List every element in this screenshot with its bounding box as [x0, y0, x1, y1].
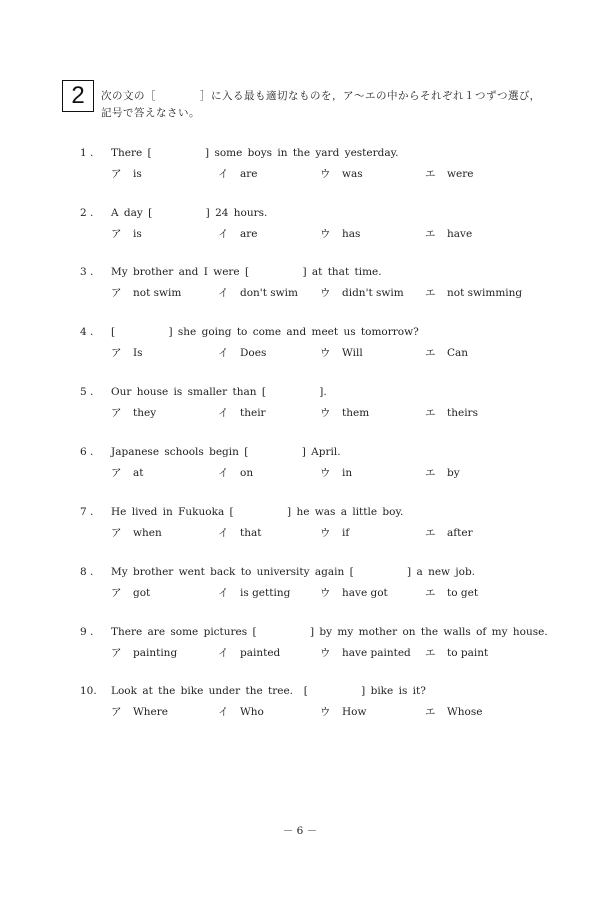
question-number: 10.	[80, 685, 97, 697]
choice-option[interactable]	[111, 465, 143, 480]
choice-key: イ	[218, 587, 229, 599]
choice-text: don't swim	[240, 287, 298, 299]
choice-key: イ	[218, 407, 229, 419]
choice-text: Will	[342, 347, 363, 359]
choice-key: ア	[111, 287, 122, 299]
choice-option[interactable]	[218, 585, 290, 600]
choice-text: to get	[447, 587, 479, 599]
choice-key: ア	[111, 587, 122, 599]
question-item	[0, 446, 600, 486]
choice-key: イ	[218, 228, 229, 240]
choice-key: ア	[111, 407, 122, 419]
page-number: － 6 －	[282, 825, 318, 837]
question-text: [ ] she going to come and meet us tomorrow?	[111, 326, 419, 338]
choice-text: that	[240, 527, 262, 539]
choice-key: ウ	[320, 407, 331, 419]
choice-option[interactable]	[111, 645, 177, 660]
question-number: 8 .	[80, 566, 94, 578]
choice-key: ウ	[320, 347, 331, 359]
choice-key: エ	[425, 467, 436, 479]
choice-text: in	[342, 467, 353, 479]
question-text: My brother went back to university again [ ] a new job.	[111, 566, 476, 578]
choice-text: have painted	[342, 647, 411, 659]
question-item	[0, 506, 600, 546]
choice-option[interactable]	[111, 166, 142, 181]
choice-text: were	[447, 168, 474, 180]
choice-text: painting	[133, 647, 178, 659]
choice-text: Where	[133, 706, 169, 718]
choice-key: ア	[111, 527, 122, 539]
choice-text: after	[447, 527, 473, 539]
choice-text: they	[133, 407, 157, 419]
instruction-line-1: 次の文の［ ］に入る最も適切なものを，ア～エの中からそれぞれ１つずつ選び，	[101, 90, 541, 102]
choice-text: have	[447, 228, 473, 240]
choice-text: if	[342, 527, 350, 539]
question-text: Japanese schools begin [ ] April.	[111, 446, 341, 458]
choice-option[interactable]	[320, 226, 360, 241]
choice-key: ウ	[320, 647, 331, 659]
choice-key: エ	[425, 347, 436, 359]
choice-option[interactable]	[218, 645, 280, 660]
choice-key: ア	[111, 647, 122, 659]
choice-option[interactable]	[320, 645, 411, 660]
choice-text: got	[133, 587, 151, 599]
choice-key: ア	[111, 347, 122, 359]
choice-key: ウ	[320, 706, 331, 718]
choice-text: didn't swim	[342, 287, 404, 299]
choice-key: エ	[425, 587, 436, 599]
choice-key: エ	[425, 407, 436, 419]
choice-option[interactable]	[218, 405, 266, 420]
choice-text: them	[342, 407, 370, 419]
choice-option[interactable]	[218, 285, 298, 300]
choice-option[interactable]	[218, 525, 261, 540]
choice-option[interactable]	[320, 585, 388, 600]
choice-option[interactable]	[425, 645, 488, 660]
choice-text: Who	[240, 706, 264, 718]
choice-text: Can	[447, 347, 469, 359]
question-item	[0, 266, 600, 306]
choice-text: on	[240, 467, 254, 479]
choice-text: is	[133, 228, 142, 240]
choice-option[interactable]	[111, 226, 142, 241]
choice-key: ウ	[320, 228, 331, 240]
choice-option[interactable]	[320, 704, 366, 719]
question-item	[0, 566, 600, 606]
choice-key: イ	[218, 287, 229, 299]
choice-text: has	[342, 228, 361, 240]
question-item	[0, 207, 600, 247]
question-text: Look at the bike under the tree. [ ] bike is it?	[111, 685, 426, 697]
choice-text: painted	[240, 647, 281, 659]
choice-text: Does	[240, 347, 267, 359]
choice-text: have got	[342, 587, 388, 599]
choice-text: theirs	[447, 407, 478, 419]
choice-text: at	[133, 467, 144, 479]
question-number: 9 .	[80, 626, 94, 638]
choice-option[interactable]	[320, 285, 404, 300]
choice-option[interactable]	[425, 405, 478, 420]
choice-option[interactable]	[320, 465, 352, 480]
question-number: 4 .	[80, 326, 94, 338]
choice-option[interactable]	[425, 465, 460, 480]
choice-option[interactable]	[425, 226, 472, 241]
choice-key: ア	[111, 706, 122, 718]
choice-option[interactable]	[320, 166, 363, 181]
choice-text: their	[240, 407, 266, 419]
choice-text: is	[133, 168, 142, 180]
choice-option[interactable]	[218, 226, 258, 241]
question-number: 3 .	[80, 266, 94, 278]
choice-key: イ	[218, 347, 229, 359]
choice-key: イ	[218, 527, 229, 539]
choice-key: エ	[425, 706, 436, 718]
choice-option[interactable]	[218, 704, 264, 719]
choice-key: イ	[218, 467, 229, 479]
question-number: 7 .	[80, 506, 94, 518]
choice-text: Whose	[447, 706, 483, 718]
choice-option[interactable]	[425, 285, 522, 300]
choice-text: How	[342, 706, 367, 718]
question-text: There are some pictures [ ] by my mother on the walls of my house.	[111, 626, 548, 638]
choice-text: not swim	[133, 287, 182, 299]
choice-option[interactable]	[111, 704, 168, 719]
question-text: Our house is smaller than [ ].	[111, 386, 327, 398]
choice-key: ア	[111, 168, 122, 180]
question-item	[0, 626, 600, 666]
choice-key: ウ	[320, 168, 331, 180]
choice-option[interactable]	[218, 345, 266, 360]
choice-option[interactable]	[111, 345, 143, 360]
choice-option[interactable]	[218, 166, 258, 181]
question-text: There [ ] some boys in the yard yesterday.	[111, 147, 399, 159]
choice-text: to paint	[447, 647, 489, 659]
choice-option[interactable]	[425, 166, 473, 181]
choice-key: イ	[218, 647, 229, 659]
instruction-line-2: 記号で答えなさい。	[101, 107, 200, 119]
question-item	[0, 386, 600, 426]
question-item	[0, 147, 600, 187]
choice-option[interactable]	[111, 585, 150, 600]
section-number-box: 2	[62, 80, 94, 112]
question-text: He lived in Fukuoka [ ] he was a little boy.	[111, 506, 404, 518]
choice-key: イ	[218, 168, 229, 180]
choice-option[interactable]	[320, 525, 349, 540]
choice-option[interactable]	[218, 465, 253, 480]
choice-key: ア	[111, 228, 122, 240]
choice-key: エ	[425, 168, 436, 180]
choice-option[interactable]	[425, 585, 478, 600]
choice-text: not swimming	[447, 287, 523, 299]
question-number: 2 .	[80, 207, 94, 219]
choice-option[interactable]	[111, 285, 181, 300]
question-number: 1 .	[80, 147, 94, 159]
choice-option[interactable]	[320, 345, 363, 360]
question-item	[0, 685, 600, 725]
choice-text: was	[342, 168, 363, 180]
choice-key: ア	[111, 467, 122, 479]
choice-text: are	[240, 228, 258, 240]
choice-key: エ	[425, 527, 436, 539]
choice-text: Is	[133, 347, 143, 359]
choice-option[interactable]	[320, 405, 369, 420]
question-number: 5 .	[80, 386, 94, 398]
choice-key: エ	[425, 647, 436, 659]
choice-option[interactable]	[425, 345, 468, 360]
choice-key: ウ	[320, 527, 331, 539]
choice-text: by	[447, 467, 460, 479]
choice-option[interactable]	[111, 405, 156, 420]
choice-key: ウ	[320, 287, 331, 299]
choice-key: ウ	[320, 587, 331, 599]
choice-text: are	[240, 168, 258, 180]
question-number: 6 .	[80, 446, 94, 458]
choice-text: is getting	[240, 587, 291, 599]
choice-key: イ	[218, 706, 229, 718]
choice-key: エ	[425, 287, 436, 299]
choice-option[interactable]	[111, 525, 162, 540]
choice-option[interactable]	[425, 704, 482, 719]
choice-option[interactable]	[425, 525, 473, 540]
question-item	[0, 326, 600, 366]
choice-key: ウ	[320, 467, 331, 479]
choice-key: エ	[425, 228, 436, 240]
question-text: A day [ ] 24 hours.	[111, 207, 268, 219]
question-text: My brother and I were [ ] at that time.	[111, 266, 382, 278]
choice-text: when	[133, 527, 162, 539]
